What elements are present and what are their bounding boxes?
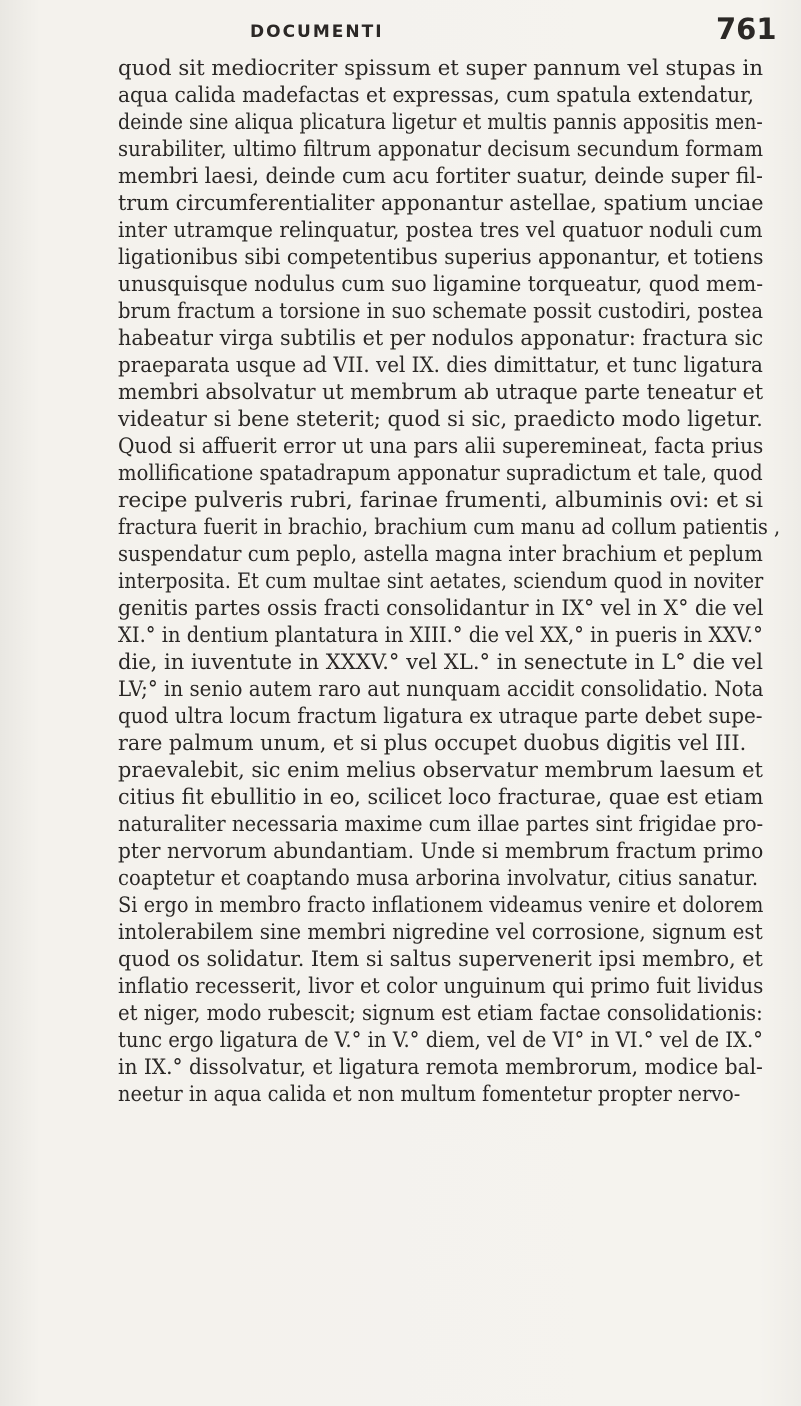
text-line: deinde sine aliqua plicatura ligetur et multis pannis appositis men- xyxy=(118,110,763,135)
text-line: die, in iuventute in XXXV.° vel XL.° in senectute in L° die vel xyxy=(118,650,763,675)
page-number: 761 xyxy=(716,12,777,46)
text-line: naturaliter necessaria maxime cum illae partes sint frigidae pro- xyxy=(118,812,764,837)
text-line: quod os solidatur. Item si saltus supervenerit ipsi membro, et xyxy=(118,947,763,972)
text-line: pter nervorum abundantiam. Unde si membrum fractum primo xyxy=(118,839,764,864)
text-line: in IX.° dissolvatur, et ligatura remota membrorum, modice bal- xyxy=(118,1055,763,1080)
text-line: tunc ergo ligatura de V.° in V.° diem, vel de VI° in VI.° vel de IX.° xyxy=(118,1028,763,1053)
text-line: habeatur virga subtilis et per nodulos apponatur: fractura sic xyxy=(118,326,764,351)
text-line: citius fit ebullitio in eo, scilicet loco fracturae, quae est etiam xyxy=(118,785,764,810)
text-line: aqua calida madefactas et expressas, cum spatula extendatur, xyxy=(118,83,754,108)
text-line: suspendatur cum peplo, astella magna inter brachium et peplum xyxy=(118,542,763,567)
text-line: Quod si affuerit error ut una pars alii superemineat, facta prius xyxy=(118,434,764,459)
text-line: neetur in aqua calida et non multum fomentetur propter nervo- xyxy=(118,1082,741,1107)
body-text xyxy=(0,53,801,1113)
text-line: mollificatione spatadrapum apponatur supradictum et tale, quod xyxy=(118,461,763,486)
running-title: DOCUMENTI xyxy=(250,22,384,42)
text-line: LV;° in senio autem raro aut nunquam accidit consolidatio. Nota xyxy=(118,677,764,702)
text-line: interposita. Et cum multae sint aetates, sciendum quod in noviter xyxy=(118,569,764,594)
text-line: surabiliter, ultimo filtrum apponatur decisum secundum formam xyxy=(118,137,764,162)
text-line: membri laesi, deinde cum acu fortiter suatur, deinde super fil- xyxy=(118,164,763,189)
text-line: quod sit mediocriter spissum et super pannum vel stupas in xyxy=(118,56,763,81)
text-line: XI.° in dentium plantatura in XIII.° die vel XX,° in pueris in XXV.° xyxy=(118,623,763,648)
text-line: Si ergo in membro fracto inflationem videamus venire et dolorem xyxy=(118,893,764,918)
text-line: brum fractum a torsione in suo schemate possit custodiri, postea xyxy=(118,299,763,324)
text-line: inflatio recesserit, livor et color unguinum qui primo fuit lividus xyxy=(118,974,764,999)
text-line: videatur si bene steterit; quod si sic, praedicto modo ligetur. xyxy=(118,407,763,432)
text-line: genitis partes ossis fracti consolidantur in IX° vel in X° die vel xyxy=(118,596,764,621)
text-line: unusquisque nodulus cum suo ligamine torqueatur, quod mem- xyxy=(118,272,764,297)
text-line: intolerabilem sine membri nigredine vel corrosione, signum est xyxy=(118,920,763,945)
text-line: membri absolvatur ut membrum ab utraque parte teneatur et xyxy=(118,380,764,405)
text-line: rare palmum unum, et si plus occupet duobus digitis vel III. xyxy=(118,731,747,756)
text-line: fractura fuerit in brachio, brachium cum manu ad collum patientis , xyxy=(118,515,781,540)
text-line: recipe pulveris rubri, farinae frumenti, albuminis ovi: et si xyxy=(118,488,764,513)
text-line: inter utramque relinquatur, postea tres vel quatuor noduli cum xyxy=(118,218,763,243)
text-line: trum circumferentialiter apponantur astellae, spatium unciae xyxy=(118,191,764,216)
text-line: et niger, modo rubescit; signum est etiam factae consolidationis: xyxy=(118,1001,763,1026)
text-line: praevalebit, sic enim melius observatur membrum laesum et xyxy=(118,758,763,783)
text-line: praeparata usque ad VII. vel IX. dies dimittatur, et tunc ligatura xyxy=(118,353,763,378)
text-line: quod ultra locum fractum ligatura ex utraque parte debet supe- xyxy=(118,704,763,729)
text-line: coaptetur et coaptando musa arborina involvatur, citius sanatur. xyxy=(118,866,759,891)
text-line: ligationibus sibi competentibus superius apponantur, et totiens xyxy=(118,245,764,270)
